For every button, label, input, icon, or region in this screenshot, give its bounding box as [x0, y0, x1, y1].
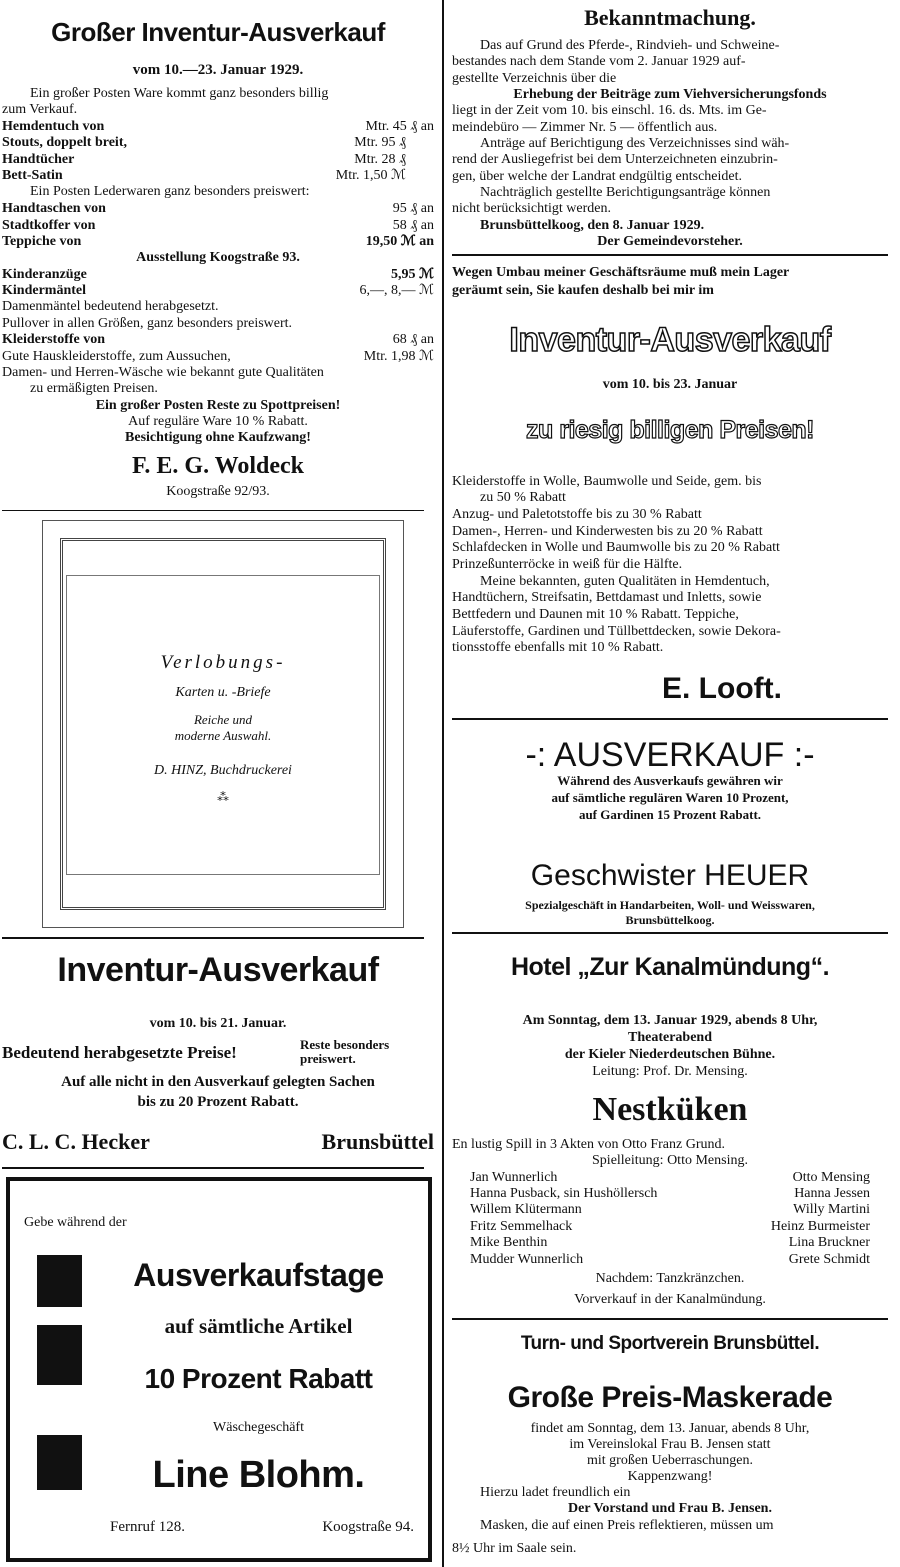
text-line: gen, über welche der Landrat endgültig entscheidet.	[452, 169, 742, 184]
text-line: meindebüro — Zimmer Nr. 5 — öffentlich aus.	[452, 120, 718, 135]
text-line: Reste besonders	[300, 1037, 390, 1052]
cast-row: Hanna Pusback, sin Hushöllersch Hanna Jessen	[470, 1186, 870, 1201]
text-line: Schlafdecken in Wolle und Baumwolle bis zu 20 % Rabatt	[452, 540, 780, 555]
text-line: Spezialgeschäft in Handarbeiten, Woll- und Weisswaren,	[525, 898, 815, 912]
hecker-title: Inventur-Ausverkauf	[57, 951, 379, 989]
looft-slogan: zu riesig billigen Preisen!	[526, 416, 814, 444]
divider	[2, 510, 424, 511]
cast-row: Mudder Wunnerlich Grete Schmidt	[470, 1252, 870, 1267]
text-line: vom 10. bis 23. Januar	[602, 377, 738, 392]
divider	[2, 1167, 424, 1169]
notice-signature: Der Gemeindevorsteher.	[597, 234, 743, 249]
text-line: vom 10. bis 21. Januar.	[149, 1016, 287, 1031]
text-line: Kappenzwang!	[627, 1469, 713, 1484]
text-line: 8½ Uhr im Saale sein.	[452, 1541, 577, 1556]
text-line: preiswert.	[300, 1051, 356, 1066]
blohm-title: Ausverkaufstage	[133, 1257, 384, 1293]
verlobung-title: Verlobungs-	[160, 652, 286, 673]
woldeck-title: Großer Inventur-Ausverkauf	[51, 17, 385, 47]
play-title: Nestküken	[592, 1091, 748, 1128]
price-row: Handtaschen von 95 ₰ an	[2, 201, 434, 216]
text-line: Spielleitung: Otto Mensing.	[592, 1153, 748, 1168]
text-line: Am Sonntag, dem 13. Januar 1929, abends 8 Uhr,	[522, 1013, 818, 1028]
price-row: Stadtkoffer von 58 ₰ an	[2, 218, 434, 233]
text-line: Prinzeßunterröcke in weiß für die Hälfte.	[452, 557, 683, 572]
text-line: zu ermäßigten Preisen.	[30, 381, 158, 396]
text-line: nicht berücksichtigt werden.	[452, 201, 612, 216]
price-row: Hemdentuch von Mtr. 45 ₰ an	[2, 119, 434, 134]
blohm-firm: Line Blohm.	[152, 1454, 365, 1496]
text-line: mit großen Ueberraschungen.	[587, 1453, 753, 1468]
text-line: Während des Ausverkaufs gewähren wir	[557, 773, 783, 788]
text-line: tionsstoffe ebenfalls mit 10 % Rabatt.	[452, 640, 664, 655]
price-row: Stouts, doppelt breit, Mtr. 95 ₰	[2, 135, 406, 150]
text-line: zum Verkauf.	[2, 102, 78, 117]
text-line: Ein großer Posten Ware kommt ganz besonders billig	[30, 86, 329, 101]
price-row: Bett-Satin Mtr. 1,50 ℳ	[2, 168, 406, 183]
text-line: Nachdem: Tanzkränzchen.	[595, 1271, 745, 1286]
cast-row: Jan Wunnerlich Otto Mensing	[470, 1170, 870, 1185]
text-line: En lustig Spill in 3 Akten von Otto Franz Grund.	[452, 1137, 725, 1152]
heuer-title: -: AUSVERKAUF :-	[525, 736, 815, 774]
text-line: Besichtigung ohne Kaufzwang!	[125, 430, 311, 445]
text-line: Kleiderstoffe in Wolle, Baumwolle und Seide, gem. bis	[452, 474, 762, 489]
text-line: Der Vorstand und Frau B. Jensen.	[568, 1501, 772, 1516]
divider	[452, 254, 888, 256]
text-line: Wäschegeschäft	[213, 1420, 304, 1435]
text-line: im Vereinslokal Frau B. Jensen statt	[569, 1437, 771, 1452]
text-line: Leitung: Prof. Dr. Mensing.	[592, 1064, 748, 1079]
text-line: Anträge auf Berichtigung des Verzeichnisses sind wäh-	[480, 136, 790, 151]
text-line: Reiche und	[193, 712, 253, 727]
black-square	[37, 1435, 82, 1490]
divider	[452, 718, 888, 720]
text-line: Wegen Umbau meiner Geschäftsräume muß mein Lager	[452, 265, 790, 280]
text-line: Karten u. -Briefe	[175, 685, 271, 700]
cast-row: Mike Benthin Lina Bruckner	[470, 1235, 870, 1250]
text-line: Bedeutend herabgesetzte Preise!	[2, 1043, 237, 1062]
ornament-icon: ⁂	[217, 790, 229, 804]
column-divider	[442, 0, 444, 1567]
text-line: geräumt sein, Sie kaufen deshalb bei mir im	[452, 283, 714, 298]
left-column	[2, 0, 434, 1567]
price-row: Kindermäntel 6,—, 8,— ℳ	[2, 283, 434, 298]
text-line: Das auf Grund des Pferde-, Rindvieh- und Schweine-	[480, 38, 780, 53]
price-row: Gute Hauskleiderstoffe, zum Aussuchen, Mtr. 1,98 ℳ	[2, 349, 434, 364]
hotel-title: Hotel „Zur Kanalmündung“.	[510, 953, 830, 981]
text-line: Vorverkauf in der Kanalmündung.	[574, 1292, 766, 1307]
text-line: gestellte Verzeichnis über die	[452, 71, 617, 86]
price-row: Kleiderstoffe von 68 ₰ an	[2, 332, 434, 347]
turn-title: Turn- und Sportverein Brunsbüttel.	[520, 1333, 820, 1354]
text-line: Erhebung der Beiträge zum Viehversicherungsfonds	[513, 87, 827, 102]
text-line: rend der Ausliegefrist bei dem Unterzeichneten einzubrin-	[452, 152, 778, 167]
text-line: Auf alle nicht in den Ausverkauf gelegten Sachen	[61, 1074, 375, 1090]
looft-title: Inventur-Ausverkauf	[509, 321, 831, 359]
text-line: Gebe während der	[24, 1215, 127, 1230]
text-line: liegt in der Zeit vom 10. bis einschl. 16. ds. Mts. im Ge-	[452, 103, 767, 118]
text-line: Pullover in allen Größen, ganz besonders preiswert.	[2, 316, 293, 331]
text-line: Masken, die auf einen Preis reflektieren, müssen um	[480, 1518, 774, 1533]
text-line: Ein Posten Lederwaren ganz besonders preiswert:	[30, 184, 310, 199]
text-line: findet am Sonntag, dem 13. Januar, abends 8 Uhr,	[530, 1421, 810, 1436]
text-line: Ausstellung Koogstraße 93.	[136, 250, 300, 265]
text-line: Brunsbüttelkoog.	[625, 913, 715, 927]
right-column	[452, 0, 888, 1567]
blohm-rabatt: 10 Prozent Rabatt	[144, 1363, 373, 1394]
divider	[452, 1318, 888, 1320]
cast-row: Willem Klütermann Willy Martini	[470, 1202, 870, 1217]
woldeck-address: Koogstraße 92/93.	[166, 484, 270, 499]
notice-title: Bekanntmachung.	[584, 5, 756, 30]
text-line: Auf reguläre Ware 10 % Rabatt.	[128, 414, 308, 429]
text-line: der Kieler Niederdeutschen Bühne.	[564, 1047, 776, 1062]
text-line: auf Gardinen 15 Prozent Rabatt.	[578, 807, 762, 822]
text-line: Damen-, Herren- und Kinderwesten bis zu 20 % Rabatt	[452, 524, 763, 539]
woldeck-firm: F. E. G. Woldeck	[131, 453, 305, 479]
black-square	[37, 1325, 82, 1385]
text-line: Nachträglich gestellte Berichtigungsanträge können	[480, 185, 771, 200]
text-line: auf sämtliche Artikel	[164, 1314, 353, 1338]
text-line: Hierzu ladet freundlich ein	[480, 1485, 631, 1500]
heuer-firm: Geschwister HEUER	[530, 859, 810, 892]
text-line: Damenmäntel bedeutend herabgesetzt.	[2, 299, 219, 314]
text-line: bestandes nach dem Stande vom 2. Januar 1929 auf-	[452, 54, 746, 69]
price-row: Teppiche von 19,50 ℳ an	[2, 234, 434, 249]
text-line: Bettfedern und Daunen mit 10 % Rabatt. Teppiche,	[452, 607, 739, 622]
text-line: Ein großer Posten Reste zu Spottpreisen!	[95, 398, 341, 413]
price-row: Kinderanzüge 5,95 ℳ	[2, 267, 434, 282]
looft-firm: E. Looft.	[662, 672, 782, 705]
woldeck-date: vom 10.—23. Januar 1929.	[132, 62, 304, 78]
text-line: Theaterabend	[628, 1030, 712, 1045]
divider	[2, 937, 424, 939]
text-line: Anzug- und Paletotstoffe bis zu 30 % Rabatt	[452, 507, 702, 522]
text-line: zu 50 % Rabatt	[480, 490, 566, 505]
blohm-footer: Fernruf 128. Koogstraße 94.	[110, 1519, 414, 1535]
text-line: Handtüchern, Streifsatin, Bettdamast und Inletts, sowie	[452, 590, 762, 605]
text-line: auf sämtliche regulären Waren 10 Prozent,	[551, 790, 789, 805]
cast-row: Fritz Semmelhack Heinz Burmeister	[470, 1219, 870, 1234]
verlobung-firm: D. HINZ, Buchdruckerei	[154, 763, 292, 778]
text-line: Läuferstoffe, Gardinen und Tüllbettdecken, sowie Dekora-	[452, 624, 781, 639]
hecker-footer: C. L. C. Hecker Brunsbüttel	[2, 1129, 434, 1154]
text-line: Damen- und Herren-Wäsche wie bekannt gute Qualitäten	[2, 365, 324, 380]
text-line: Brunsbüttelkoog, den 8. Januar 1929.	[480, 218, 705, 233]
price-row: Handtücher Mtr. 28 ₰	[2, 152, 406, 167]
text-line: moderne Auswahl.	[174, 728, 272, 743]
text-line: bis zu 20 Prozent Rabatt.	[137, 1094, 299, 1110]
black-square	[37, 1255, 82, 1307]
divider	[452, 932, 888, 934]
turn-event: Große Preis-Maskerade	[507, 1381, 833, 1414]
text-line: Meine bekannten, guten Qualitäten in Hemdentuch,	[480, 574, 770, 589]
